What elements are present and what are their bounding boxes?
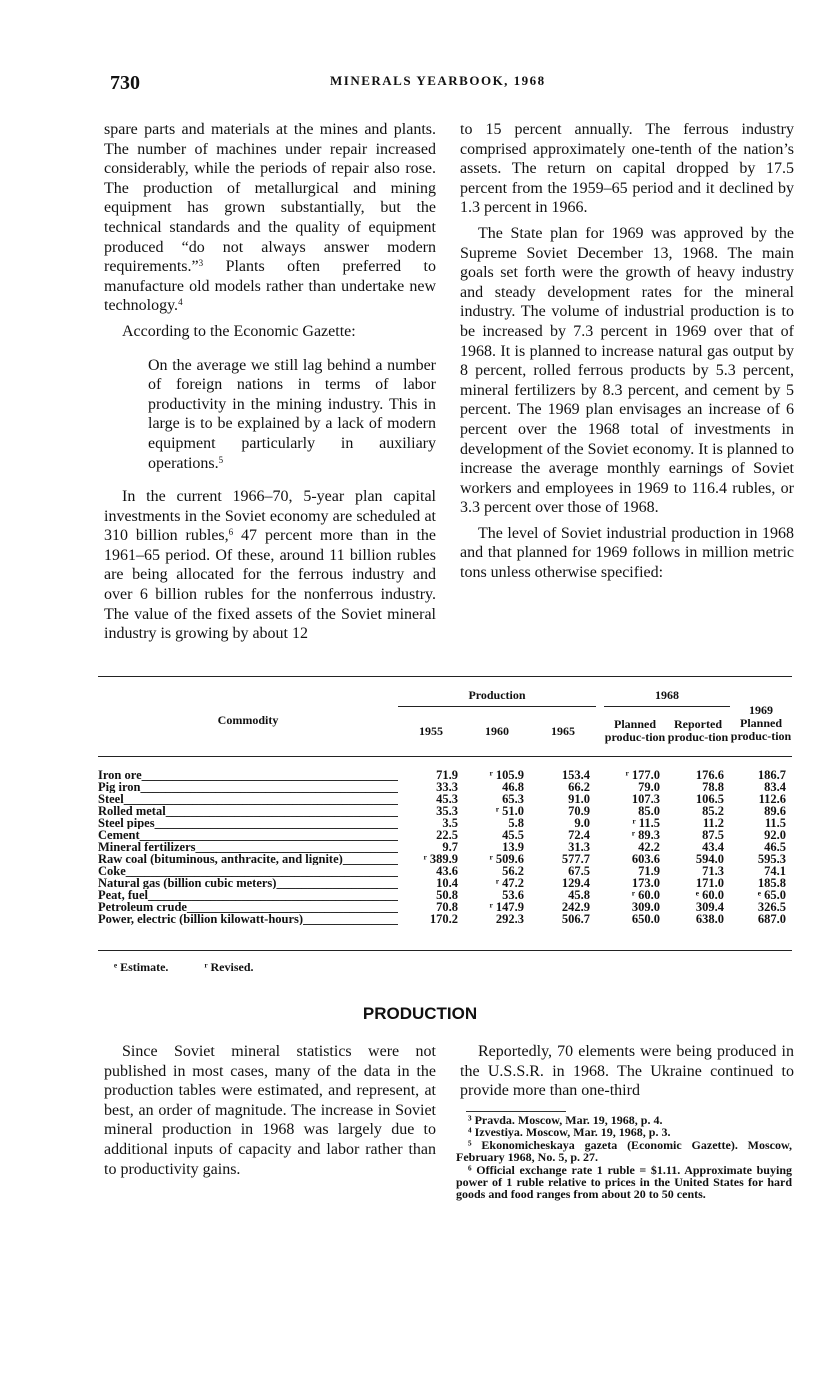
planned-1969-cell: 326.5 xyxy=(757,899,786,914)
year-1955-header: 1955 xyxy=(419,723,443,738)
commodity-label: Raw coal (bituminous, anthracite, and lignite) _____ xyxy=(98,853,398,865)
commodity-cell xyxy=(98,889,398,901)
table-row xyxy=(98,913,792,925)
value-1965-cell: 31.3 xyxy=(568,839,590,854)
footnote: ³ Pravda. Moscow, Mar. 19, 1968, p. 4. xyxy=(468,1113,663,1127)
reported-1968-cell: 11.2 xyxy=(702,815,724,830)
table-row xyxy=(98,889,792,901)
value-1955-cell: 9.7 xyxy=(442,839,458,854)
commodity-cell xyxy=(98,829,398,841)
planned-1968-cell: ʳ 177.0 xyxy=(625,767,660,782)
footnotes xyxy=(456,1114,792,1201)
table-row xyxy=(98,841,792,853)
commodity-label: Rolled metal _____ xyxy=(98,805,398,817)
section-heading: PRODUCTION xyxy=(362,1004,478,1023)
block-quote: On the average we still lag behind a number of foreign nations in terms of labor productivity in the mining industry. This in large is to be explained by a lack of modern equipment particularly in auxiliary operations.$^5$ xyxy=(148,356,436,472)
footnote-ref: 3 xyxy=(198,258,204,269)
reported-1968-cell: 78.8 xyxy=(702,779,724,794)
spacer-cell xyxy=(596,889,604,901)
year-1968-group-header: 1968 xyxy=(604,686,730,706)
planned-1969-cell: 186.7 xyxy=(757,767,786,782)
estimate-note: ᵉ Estimate. xyxy=(114,960,169,974)
left-column xyxy=(104,120,436,644)
planned-1968-cell: 85.0 xyxy=(638,803,660,818)
right-column xyxy=(460,120,794,583)
paragraph: In the current 1966–70, 5-year plan capital investments in the Soviet economy are scheduled at 310 billion rubles,$^6$ 47 percent more than in the 1961–65 period. Of these, around 11 billion rubles are being allocated for the ferrous industry and over 6 billion rubles for the nonferrous industry. The value of the fixed assets of the Soviet mineral industry is growing by about 12 xyxy=(104,488,436,643)
value-1955-cell: 33.3 xyxy=(436,779,458,794)
footnote-ref: 6 xyxy=(228,527,234,538)
value-1960-cell: 13.9 xyxy=(502,839,524,854)
commodity-cell xyxy=(98,769,398,781)
footnote-rule xyxy=(466,1111,566,1112)
value-1955-cell: 45.3 xyxy=(436,791,458,806)
commodity-cell xyxy=(98,793,398,805)
value-1965-cell: 67.5 xyxy=(568,863,590,878)
planned-1968-cell: 71.9 xyxy=(638,863,660,878)
planned-1969-cell: 11.5 xyxy=(764,815,786,830)
value-1955-cell: 43.6 xyxy=(436,863,458,878)
value-1955-cell: 35.3 xyxy=(436,803,458,818)
value-1965-cell: 9.0 xyxy=(574,815,590,830)
footnote: ⁴ Izvestiya. Moscow, Mar. 19, 1968, p. 3. xyxy=(468,1125,671,1140)
year-1965-header: 1965 xyxy=(551,723,575,738)
value-1965-cell: 129.4 xyxy=(561,875,590,890)
value-1960-cell: ʳ 509.6 xyxy=(489,851,524,866)
spacer-cell xyxy=(596,853,604,865)
commodity-label: Iron ore _____ xyxy=(98,769,398,781)
commodity-cell xyxy=(98,805,398,817)
spacer-cell xyxy=(596,913,604,925)
commodity-cell xyxy=(98,913,398,925)
paragraph: Since Soviet mineral statistics were not published in most cases, many of the data in the production tables were estimated, and represent, at best, an order of magnitude. The increase in Soviet mineral production in 1968 was largely due to additional inputs of capacity and labor rather than to productivity gains. xyxy=(104,1043,436,1178)
planned-1968-cell: ʳ 60.0 xyxy=(631,887,660,902)
value-1955-cell: 50.8 xyxy=(436,887,458,902)
value-1965-cell: 66.2 xyxy=(568,779,590,794)
spacer-cell xyxy=(596,829,604,841)
table-row xyxy=(98,793,792,805)
planned-1968-cell: ʳ 89.3 xyxy=(631,827,660,842)
commodity-cell xyxy=(98,781,398,793)
footnote-ref: 4 xyxy=(178,297,183,308)
planned-1968-cell: 309.0 xyxy=(631,899,660,914)
commodity-label: Coke _____ xyxy=(98,865,398,877)
commodity-label: Natural gas (billion cubic meters) _____ xyxy=(98,877,398,889)
paragraph: The State plan for 1969 was approved by the Supreme Soviet December 13, 1968. The main goals set forth were the growth of heavy industry and steady development rates for the mineral industry. The volume of industrial production is to be increased by 7.3 percent in 1969 over that of 1968. It is planned to increase natural gas output by 8 percent, rolled ferrous products by 5.3 percent, mineral fertilizers by 8.3 percent, and cement by 5 percent. The 1969 plan envisages an increase of 6 percent over the 1968 total of investments in development of the Soviet economy. It is planned to increase the average monthly earnings of Soviet workers and employees in 1969 to 116.4 rubles, or 3.3 percent over those of 1968. xyxy=(460,224,794,517)
spacer-cell xyxy=(596,841,604,853)
reported-1968-cell: 71.3 xyxy=(702,863,724,878)
planned-1969-cell: 595.3 xyxy=(757,851,786,866)
value-1960-cell: ʳ 51.0 xyxy=(495,803,524,818)
running-title: MINERALS YEARBOOK, 1968 xyxy=(330,73,546,88)
planned-1969-cell: ᵉ 65.0 xyxy=(757,887,786,902)
reported-1968-cell: 87.5 xyxy=(702,827,724,842)
planned-1969-cell: 112.6 xyxy=(758,791,786,806)
production-group-header: Production xyxy=(398,686,596,706)
paragraph: According to the Economic Gazette: xyxy=(122,322,356,340)
commodity-cell xyxy=(98,817,398,829)
commodity-label: Steel _____ xyxy=(98,793,398,805)
value-1955-cell: 3.5 xyxy=(442,815,458,830)
value-1960-cell: 46.8 xyxy=(502,779,524,794)
value-1965-cell: 45.8 xyxy=(568,887,590,902)
year-1960-header: 1960 xyxy=(485,723,509,738)
value-1960-cell: ʳ 147.9 xyxy=(489,899,524,914)
value-1960-cell: 45.5 xyxy=(502,827,524,842)
commodity-label: Peat, fuel _____ xyxy=(98,889,398,901)
table-body xyxy=(98,769,792,925)
commodity-label: Cement _____ xyxy=(98,829,398,841)
table-top-rule xyxy=(98,676,792,677)
production-table xyxy=(98,686,792,925)
table-notes xyxy=(114,960,254,975)
planned-1969-cell: 74.1 xyxy=(764,863,786,878)
value-1965-cell: 91.0 xyxy=(568,791,590,806)
spacer-cell xyxy=(596,865,604,877)
commodity-cell xyxy=(98,865,398,877)
commodity-label: Steel pipes _____ xyxy=(98,817,398,829)
spacer-cell xyxy=(596,769,604,781)
value-1955-cell: 70.8 xyxy=(436,899,458,914)
spacer-cell xyxy=(596,901,604,913)
planned-1968-header: Planned produc-tion xyxy=(604,717,666,744)
planned-1969-cell: 89.6 xyxy=(764,803,786,818)
commodity-cell xyxy=(98,877,398,889)
value-1960-cell: 65.3 xyxy=(502,791,524,806)
production-left-text xyxy=(104,1042,436,1179)
value-1965-cell: 242.9 xyxy=(561,899,590,914)
value-1960-cell: ʳ 47.2 xyxy=(495,875,524,890)
planned-1969-cell: 687.0 xyxy=(757,911,786,926)
page-number: 730 xyxy=(110,72,140,94)
spacer-cell xyxy=(596,781,604,793)
table-row xyxy=(98,901,792,913)
value-1960-cell: 56.2 xyxy=(502,863,524,878)
commodity-label: Power, electric (billion kilowatt-hours) _____ xyxy=(98,913,398,925)
planned-1969-header: 1969 Planned produc-tion xyxy=(730,703,792,744)
value-1965-cell: 153.4 xyxy=(561,767,590,782)
paragraph: to 15 percent annually. The ferrous industry comprised approximately one-tenth of the nation’s assets. The return on capital dropped by 17.5 percent from the 1959–65 period and it declined by 1.3 percent in 1966. xyxy=(460,121,794,217)
footnote: ⁶ Official exchange rate 1 ruble = $1.11. Approximate buying power of 1 ruble relative to prices in the United States for hard goods and food ranges from about 20 to 50 cents. xyxy=(456,1162,792,1202)
planned-1969-cell: 92.0 xyxy=(764,827,786,842)
value-1955-cell: 10.4 xyxy=(436,875,458,890)
table-row xyxy=(98,865,792,877)
planned-1969-cell: 83.4 xyxy=(764,779,786,794)
reported-1968-header: Reported produc-tion xyxy=(667,717,729,744)
reported-1968-cell: 638.0 xyxy=(695,911,724,926)
value-1965-cell: 70.9 xyxy=(568,803,590,818)
table-row xyxy=(98,805,792,817)
value-1960-cell: ʳ 105.9 xyxy=(489,767,524,782)
spacer-cell xyxy=(596,817,604,829)
value-1955-cell: ʳ 389.9 xyxy=(423,851,458,866)
value-1960-cell: 5.8 xyxy=(508,815,524,830)
reported-1968-cell: 176.6 xyxy=(695,767,724,782)
commodity-header: Commodity xyxy=(217,713,279,728)
reported-1968-cell: 43.4 xyxy=(702,839,724,854)
reported-1968-cell: 594.0 xyxy=(695,851,724,866)
commodity-label: Mineral fertilizers _____ xyxy=(98,841,398,853)
commodity-cell xyxy=(98,853,398,865)
table-row xyxy=(98,769,792,781)
value-1955-cell: 22.5 xyxy=(436,827,458,842)
table-row xyxy=(98,877,792,889)
planned-1969-cell: 46.5 xyxy=(764,839,786,854)
commodity-cell xyxy=(98,901,398,913)
spacer-cell xyxy=(596,793,604,805)
value-1960-cell: 53.6 xyxy=(502,887,524,902)
planned-1968-cell: 173.0 xyxy=(631,875,660,890)
planned-1968-cell: 650.0 xyxy=(631,911,660,926)
planned-1969-cell: 185.8 xyxy=(757,875,786,890)
spacer-cell xyxy=(596,805,604,817)
planned-1968-cell: ʳ 11.5 xyxy=(632,815,660,830)
value-1965-cell: 506.7 xyxy=(561,911,590,926)
table-bottom-rule xyxy=(98,950,792,951)
value-1965-cell: 72.4 xyxy=(568,827,590,842)
table-row xyxy=(98,781,792,793)
planned-1968-cell: 79.0 xyxy=(638,779,660,794)
paragraph: Reportedly, 70 elements were being produced in the U.S.S.R. in 1968. The Ukraine continued to provide more than one-third xyxy=(460,1043,794,1100)
production-right-text xyxy=(460,1042,794,1101)
reported-1968-cell: 106.5 xyxy=(695,791,724,806)
commodity-cell xyxy=(98,841,398,853)
value-1965-cell: 577.7 xyxy=(561,851,590,866)
reported-1968-cell: ᵉ 60.0 xyxy=(695,887,724,902)
table-row xyxy=(98,817,792,829)
footnote: ⁵ Ekonomicheskaya gazeta (Economic Gazette). Moscow, February 1968, No. 5, p. 27. xyxy=(456,1137,792,1165)
table-row xyxy=(98,829,792,841)
spacer-cell xyxy=(596,877,604,889)
commodity-label: Petroleum crude _____ xyxy=(98,901,398,913)
planned-1968-cell: 42.2 xyxy=(638,839,660,854)
paragraph: The level of Soviet industrial production in 1968 and that planned for 1969 follows in million metric tons unless otherwise specified: xyxy=(460,524,794,582)
reported-1968-cell: 309.4 xyxy=(695,899,724,914)
reported-1968-cell: 171.0 xyxy=(695,875,724,890)
value-1955-cell: 170.2 xyxy=(429,911,458,926)
paragraph: spare parts and materials at the mines and plants. The number of machines under repair increased considerably, while the periods of repair also rose. The production of metallurgical and mining equipment has grown substantially, but the technical standards and the quality of equipment produced “do not always answer modern requirements.”$^3$ Plants often preferred to manufacture old models rather than undertake new technology.$^4$ xyxy=(104,121,436,315)
value-1955-cell: 71.9 xyxy=(436,767,458,782)
commodity-label: Pig iron _____ xyxy=(98,781,398,793)
planned-1968-cell: 107.3 xyxy=(631,791,660,806)
reported-1968-cell: 85.2 xyxy=(702,803,724,818)
revised-note: ʳ Revised. xyxy=(204,960,254,974)
table-row xyxy=(98,853,792,865)
planned-1968-cell: 603.6 xyxy=(631,851,660,866)
value-1960-cell: 292.3 xyxy=(495,911,524,926)
footnote-ref: 5 xyxy=(218,454,224,465)
